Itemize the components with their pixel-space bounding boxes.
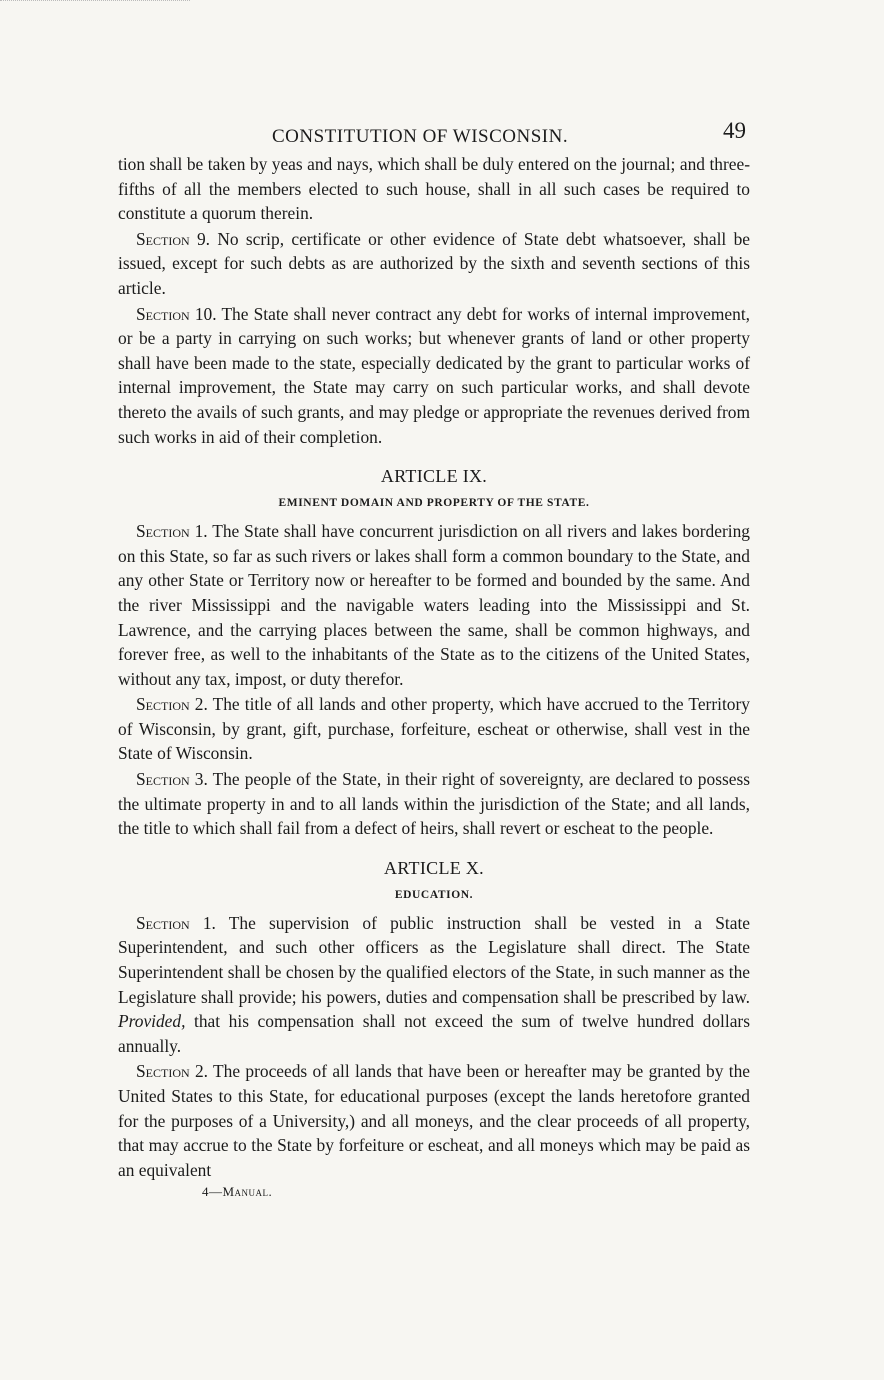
running-title: CONSTITUTION OF WISCONSIN.	[272, 126, 569, 147]
page-number: 49	[723, 118, 746, 143]
article-subheading: EDUCATION.	[394, 888, 474, 901]
section-text: The proceeds of all lands that have been or hereafter may be granted by the United States to this State, for educational purposes (except the lands heretofore granted for the purposes of a University,) and all moneys, and the clear proceeds of all property, that may accrue to the State by forfeiture or escheat, and all moneys which may be paid as an equivalent	[118, 1061, 750, 1180]
provided-clause: Provided,	[118, 1011, 186, 1032]
section-label: Section 3.	[136, 769, 208, 790]
section-label: Section 1.	[136, 912, 216, 933]
article-subheading: EMINENT DOMAIN AND PROPERTY OF THE STATE.	[278, 497, 590, 510]
section-text: The supervision of public instruction shall be vested in a State Superintendent, and such other officers as the Legislature shall direct. The State Superintendent shall be chosen by the qualified electors of the State, in such manner as the Legislature shall provide; his powers, duties and compensation shall be prescribed by law.	[118, 912, 750, 1007]
article-10-section-2-paragraph	[118, 1059, 750, 1182]
article-10-section-1-paragraph	[118, 911, 750, 1059]
article-9-section-3-paragraph	[118, 767, 750, 841]
section-text: The State shall never contract any debt for works of internal improvement, or be a party in carrying on such works; but whenever grants of land or other property shall have been made to the state, especially dedicated by the grant to particular works of internal improvement, the State may carry on such particular works, and shall devote thereto the avails of such grants, and may pledge or appropriate the revenues derived from such works in aid of their completion.	[118, 303, 751, 447]
section-label: Section 9.	[136, 228, 211, 249]
section-label: Section 2.	[136, 694, 208, 715]
running-head	[118, 112, 750, 152]
section-10-paragraph	[118, 302, 750, 450]
continuation-paragraph: tion shall be taken by yeas and nays, which shall be duly entered on the journal; and three-fifths of all the members elected to such house, shall in all such cases be required to constitute a quorum therein.	[118, 154, 750, 224]
section-text: The people of the State, in their right of sovereignty, are declared to possess the ultimate property in and to all lands within the jurisdiction of the State; and all lands, the title to which shall fail from a defect of heirs, shall revert or escheat to the people.	[118, 769, 750, 839]
section-text: The title of all lands and other property, which have accrued to the Territory of Wisconsin, by grant, gift, purchase, forfeiture, escheat or otherwise, shall vest in the State of Wisconsin.	[118, 694, 750, 764]
scan-edge-rule	[0, 0, 190, 3]
section-text: No scrip, certificate or other evidence of State debt whatsoever, shall be issued, except for such debts as are authorized by the sixth and seventh sections of this article.	[118, 228, 750, 298]
section-label: Section 2.	[136, 1061, 209, 1082]
signature-mark: 4—Manual.	[202, 1184, 273, 1200]
article-heading: ARTICLE X.	[384, 857, 484, 878]
section-9-paragraph	[118, 227, 750, 301]
article-9-section-2-paragraph	[118, 692, 750, 766]
section-label: Section 1.	[136, 521, 208, 542]
document-page	[118, 112, 750, 1200]
article-heading: ARTICLE IX.	[380, 466, 488, 487]
section-text: that his compensation shall not exceed the sum of twelve hundred dollars annually.	[118, 1011, 750, 1056]
section-text: The State shall have concurrent jurisdiction on all rivers and lakes bordering on this State, so far as such rivers or lakes shall form a common boundary to the State, and any other State or Territory now or hereafter to be formed and bounded by the same. And the river Mississippi and the navigable waters leading into the Mississippi and St. Lawrence, and the carrying places between the same, shall be common highways, and forever free, as well to the inhabitants of the State as to the citizens of the United States, without any tax, impost, or duty therefor.	[118, 521, 750, 689]
section-label: Section 10.	[136, 303, 217, 324]
article-9-section-1-paragraph	[118, 519, 750, 691]
